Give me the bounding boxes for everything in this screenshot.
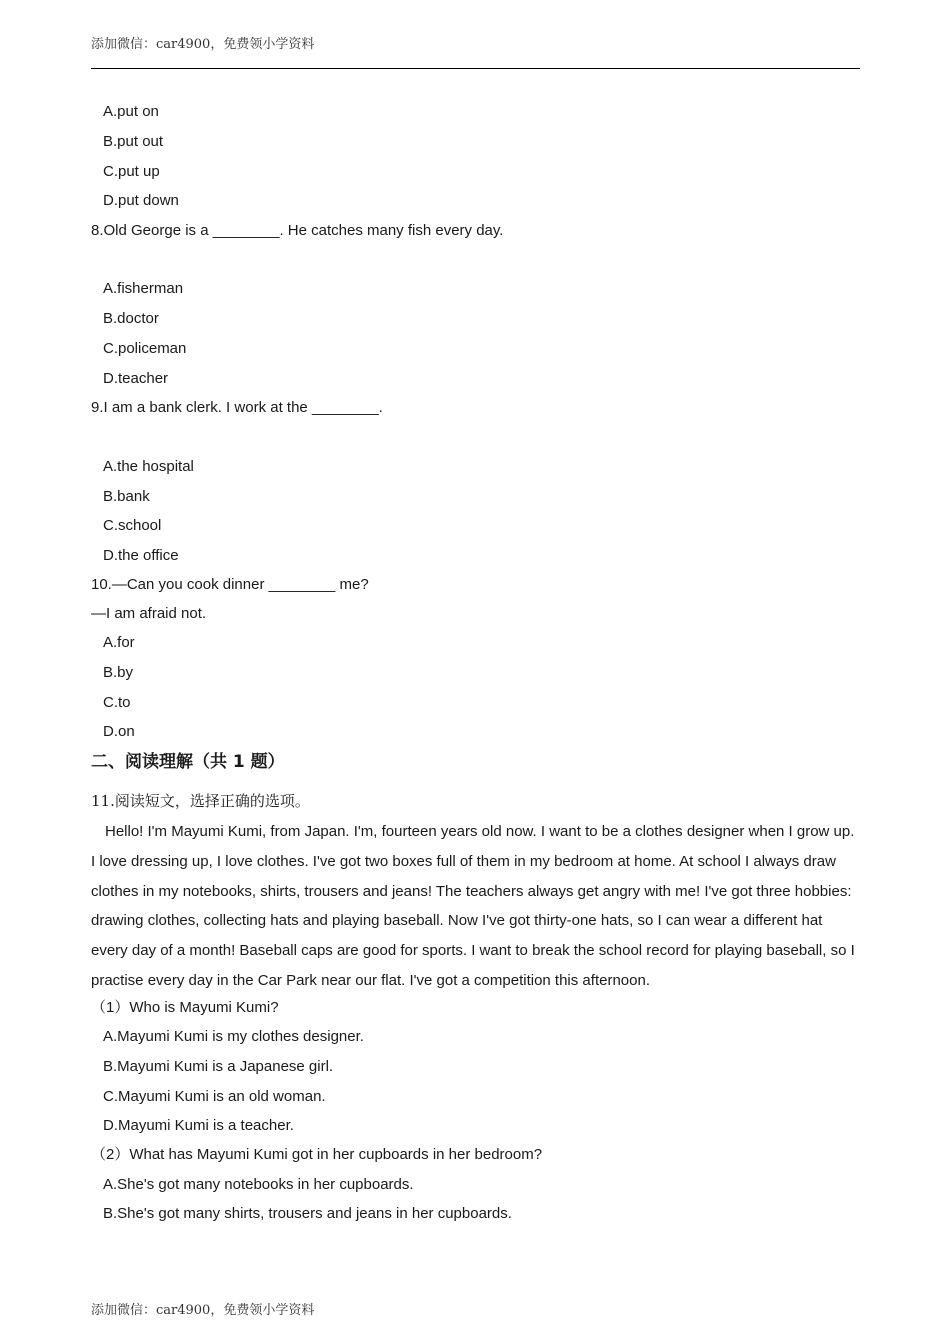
q11-sub2-option-a[interactable]: A.She's got many notebooks in her cupboards. <box>103 1176 414 1193</box>
q10-option-b[interactable]: B.by <box>103 664 134 681</box>
q11-sub1-option-a[interactable]: A.Mayumi Kumi is my clothes designer. <box>103 1028 364 1045</box>
q8-option-d[interactable]: D.teacher <box>103 370 169 387</box>
q11-instruction: 11.阅读短文，选择正确的选项。 <box>91 792 310 810</box>
q11-sub2-option-b[interactable]: B.She's got many shirts, trousers and jeans in her cupboards. <box>103 1205 512 1222</box>
q9-option-d[interactable]: D.the office <box>103 547 179 564</box>
q7-option-b[interactable]: B.put out <box>103 133 164 150</box>
q10-option-a[interactable]: A.for <box>103 634 135 651</box>
q10-stem: 10.—Can you cook dinner ________ me? <box>91 576 369 593</box>
q11-sub1-option-b[interactable]: B.Mayumi Kumi is a Japanese girl. <box>103 1058 334 1075</box>
q11-sub2-stem: （2）What has Mayumi Kumi got in her cupboards in her bedroom? <box>91 1146 543 1163</box>
page-header: 添加微信：car4900，免费领小学资料 <box>91 37 315 52</box>
q9-option-c[interactable]: C.school <box>103 517 162 534</box>
q9-option-a[interactable]: A.the hospital <box>103 458 194 475</box>
q7-option-a[interactable]: A.put on <box>103 103 159 120</box>
q8-option-a[interactable]: A.fisherman <box>103 280 184 297</box>
q7-option-d[interactable]: D.put down <box>103 192 179 209</box>
section-title-reading: 二、阅读理解（共 1 题） <box>91 752 285 772</box>
q11-sub1-option-c[interactable]: C.Mayumi Kumi is an old woman. <box>103 1088 326 1105</box>
q10-response: —I am afraid not. <box>91 605 207 622</box>
q11-sub1-option-d[interactable]: D.Mayumi Kumi is a teacher. <box>103 1117 294 1134</box>
q10-option-d[interactable]: D.on <box>103 723 135 740</box>
q8-option-b[interactable]: B.doctor <box>103 310 159 327</box>
page-footer: 添加微信：car4900，免费领小学资料 <box>91 1303 315 1318</box>
header-divider <box>91 68 860 69</box>
q7-option-c[interactable]: C.put up <box>103 163 160 180</box>
q10-option-c[interactable]: C.to <box>103 694 131 711</box>
q9-option-b[interactable]: B.bank <box>103 488 150 505</box>
q8-option-c[interactable]: C.policeman <box>103 340 187 357</box>
reading-passage: Hello! I'm Mayumi Kumi, from Japan. I'm, fourteen years old now. I want to be a clothes designer when I grow up. I love dressing up, I love clothes. I've got two boxes full of them in my bedroom at home. At school I always draw clothes in my notebooks, shirts, trousers and jeans! The teachers always get angry with me! I've got three hobbies: drawing clothes, collecting hats and playing baseball. Now I've got thirty-one hats, so I can wear a different hat every day of a month! Baseball caps are good for sports. I want to break the school record for playing baseball, so I practise every day in the Car Park near our flat. I've got a competition this afternoon. <box>91 823 855 989</box>
q9-stem: 9.I am a bank clerk. I work at the ________. <box>91 399 383 416</box>
q11-sub1-stem: （1）Who is Mayumi Kumi? <box>91 999 279 1016</box>
q8-stem: 8.Old George is a ________. He catches many fish every day. <box>91 222 504 239</box>
